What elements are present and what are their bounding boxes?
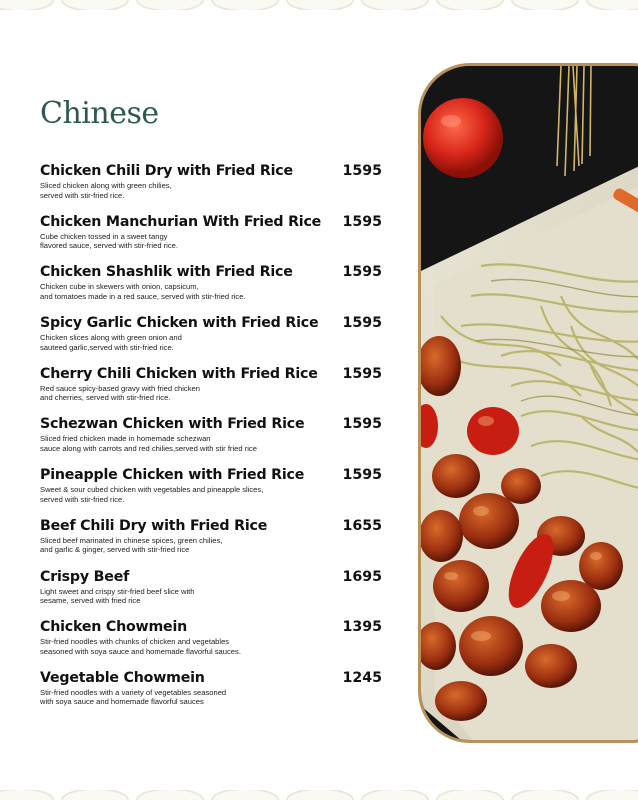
menu-item-price: 1695 (342, 568, 382, 585)
menu-item-description: Chicken slices along with green onion and sauteed garlic,served with stir-fried rice. (40, 333, 182, 352)
menu-item-price: 1595 (342, 315, 382, 332)
menu-item-description: Chicken cube in skewers with onion, capsicum, and tomatoes made in a red sauce, served with stir-fried rice. (40, 282, 246, 301)
menu-item-description: Sliced chicken along with green chilies, served with stir-fried rice. (40, 181, 172, 200)
scallop-ornament (586, 0, 638, 10)
menu-item-price: 1595 (342, 365, 382, 382)
scallop-ornament (211, 790, 279, 800)
menu-item-price: 1595 (342, 213, 382, 230)
menu-item (40, 213, 382, 264)
menu-item (40, 618, 382, 669)
menu-item-description: Sweet & sour cubed chicken with vegetables and pineapple slices, served with stir-fried rice. (40, 485, 264, 504)
menu-item-name: Vegetable Chowmein (40, 669, 205, 686)
scallop-ornament (0, 0, 54, 10)
food-photo (418, 63, 638, 743)
menu-item (40, 466, 382, 517)
scallop-ornament (136, 0, 204, 10)
menu-item (40, 162, 382, 213)
scallop-ornament (286, 0, 354, 10)
menu-item-name: Chicken Chili Dry with Fried Rice (40, 163, 293, 179)
menu-item-name: Crispy Beef (40, 568, 130, 585)
scallop-ornament (61, 790, 129, 800)
menu-item-price: 1595 (342, 416, 382, 433)
scallop-ornament (511, 790, 579, 800)
menu-item (40, 517, 382, 568)
menu-item-description: Red sauce spicy-based gravy with fried chicken and cherries, served with stir-fried rice. (40, 383, 200, 403)
menu-item-price: 1245 (342, 669, 382, 686)
menu-item-description: Light sweet and crispy stir-fried beef slice with sesame, served with fried rice (40, 586, 195, 605)
menu-item-name: Spicy Garlic Chicken with Fried Rice (40, 315, 319, 332)
scallop-ornament (136, 790, 204, 800)
scallop-ornament (511, 0, 579, 10)
menu-item-name: Chicken Chowmein (40, 619, 188, 636)
scallop-ornament (436, 790, 504, 800)
menu-item-name: Beef Chili Dry with Fried Rice (40, 517, 268, 534)
menu-item-description: Stir-fried noodles with chunks of chicken and vegetables seasoned with soya sauce and homemade flavorful sauces. (40, 637, 241, 656)
top-scallop-border (0, 0, 638, 10)
scallop-ornament (586, 790, 638, 800)
scallop-ornament (0, 790, 54, 800)
menu-item-description: Sliced beef marinated in chinese spices, green chilies, and garlic & ginger, served with stir-fried rice (40, 535, 223, 555)
menu-item (40, 263, 382, 314)
menu-item (40, 314, 382, 365)
section-title: Chinese (40, 96, 159, 131)
menu-item-description: Sliced fried chicken made in homemade schezwan sauce along with carrots and red chilies,served with stir fried rice (40, 434, 257, 453)
menu-item-name: Pineapple Chicken with Fried Rice (40, 467, 305, 484)
menu-item-description: Stir-fried noodles with a variety of vegetables seasoned with soya sauce and homemade flavorful sauces (40, 687, 227, 707)
menu-item-name: Schezwan Chicken with Fried Rice (40, 416, 305, 433)
scallop-ornament (211, 0, 279, 10)
scallop-ornament (436, 0, 504, 10)
menu-item-name: Chicken Manchurian With Fried Rice (40, 213, 322, 230)
scallop-ornament (361, 0, 429, 10)
menu-item-name: Chicken Shashlik with Fried Rice (40, 264, 293, 281)
menu-item-price: 1595 (342, 264, 382, 281)
menu-item-description: Cube chicken tossed in a sweet tangy flavored sauce, served with stir-fried rice. (40, 231, 179, 251)
menu-list (40, 162, 382, 720)
scallop-ornament (286, 790, 354, 800)
menu-item-price: 1595 (342, 163, 382, 179)
scallop-ornament (361, 790, 429, 800)
bottom-scallop-border (0, 790, 638, 800)
menu-item (40, 568, 382, 619)
menu-item-price: 1655 (342, 517, 382, 534)
tomato-icon (423, 98, 503, 178)
menu-item (40, 415, 382, 466)
scallop-ornament (61, 0, 129, 10)
menu-item-price: 1595 (342, 467, 382, 484)
menu-item (40, 365, 382, 416)
menu-item (40, 669, 382, 720)
menu-item-price: 1395 (342, 619, 382, 636)
menu-item-name: Cherry Chili Chicken with Fried Rice (40, 365, 318, 382)
food-photo-illustration (421, 66, 638, 740)
